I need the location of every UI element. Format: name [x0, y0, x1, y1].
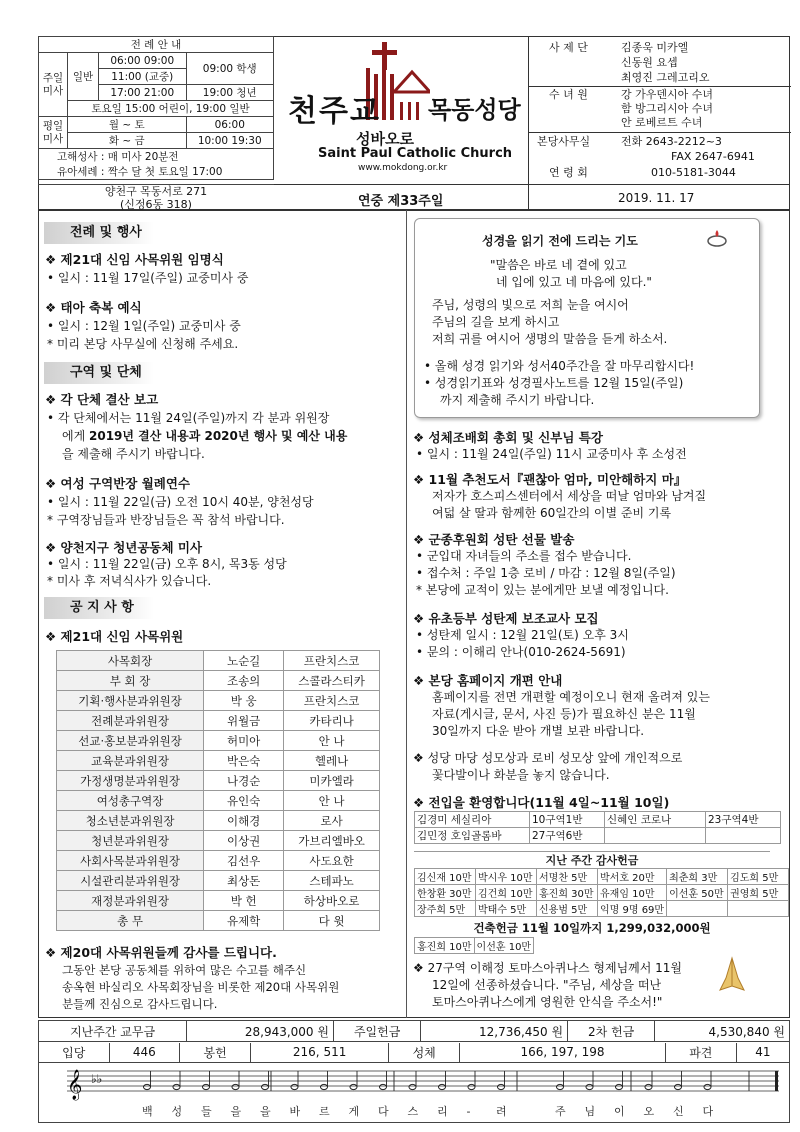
hymn-number: 216, 511 — [251, 1043, 389, 1062]
section-liturgy-events: 전례 및 행사 — [44, 222, 154, 244]
hymn-staff — [38, 1063, 790, 1123]
music-note — [350, 1084, 357, 1089]
thanks-offering-title: 지난 주간 감사헌금 — [414, 851, 770, 868]
music-staff — [39, 1063, 789, 1123]
liturgical-day: 연중 제33주일 — [358, 194, 444, 209]
lyric-syllable: 다 — [378, 1105, 389, 1118]
youth-mass-note: * 미사 후 저녁식사가 있습니다. — [47, 574, 212, 588]
church-english-name: Saint Paul Catholic Church — [318, 146, 513, 161]
thanks-offering-table — [414, 868, 789, 917]
date-divider — [528, 184, 529, 210]
sunday-times-2: 11:00 (교중) — [99, 69, 187, 85]
hymn-number: 41 — [755, 1045, 771, 1059]
offering-label: 2차 헌금 — [568, 1021, 655, 1042]
committee-baptismal-name: 로사 — [284, 811, 380, 831]
committee-baptismal-name: 스콜라스티카 — [284, 671, 380, 691]
thanks-offering-cell: 서명찬 5만 — [537, 869, 598, 885]
committee-row — [57, 811, 380, 831]
prayer-quote-2: 네 입에 있고 네 마음에 있다." — [496, 275, 652, 289]
lyric-syllable: 님 — [584, 1105, 596, 1118]
committee-role: 총 무 — [57, 911, 204, 931]
address-line-1: 양천구 목동서로 271 — [104, 185, 208, 198]
music-note — [616, 1084, 623, 1089]
patron-name: 성바오로 — [356, 130, 414, 148]
key-signature-icon: ♭♭ — [91, 1072, 103, 1086]
thanks-offering-row — [415, 869, 789, 885]
music-note — [439, 1084, 446, 1089]
music-note — [262, 1084, 269, 1089]
committee-role: 선교·홍보분과위원장 — [57, 731, 204, 751]
offering-amount: 4,530,840 원 — [655, 1021, 790, 1042]
pastor-name-3: 최영진 그레고리오 — [621, 71, 710, 84]
thanks-committee-line-3: 분들께 진심으로 감사드립니다. — [62, 997, 218, 1011]
bulletin-date: 2019. 11. 17 — [618, 191, 695, 205]
adoration-title: ❖ 성체조배회 총회 및 신부님 특강 — [413, 430, 603, 445]
music-note — [203, 1084, 210, 1089]
committee-baptismal-name: 카타리나 — [284, 711, 380, 731]
address-line-2: (신정6동 318) — [120, 198, 192, 211]
fetal-blessing-title: ❖ 태아 축복 예식 — [45, 300, 142, 315]
weekday-mass-label: 평일 미사 — [39, 117, 68, 149]
lyric-syllable: 오 — [643, 1105, 655, 1118]
bible-reading-note-1: • 올해 성경 읽기와 성서40주간을 잘 마무리합시다! — [424, 359, 695, 373]
music-note — [704, 1084, 711, 1089]
appointment-date: • 일시 : 11월 17일(주일) 교중미사 중 — [47, 271, 249, 285]
thanks-committee-title: ❖ 제20대 사목위원들께 감사를 드립니다. — [45, 945, 277, 960]
weekday-row2-time: 10:00 19:30 — [186, 133, 274, 149]
committee-row — [57, 731, 380, 751]
appointment-title: ❖ 제21대 신임 사목위원 임명식 — [45, 252, 224, 267]
lyric-syllable: 들 — [201, 1105, 212, 1118]
music-note — [557, 1084, 564, 1089]
leader-training-title: ❖ 여성 구역반장 월례연수 — [45, 476, 191, 491]
lyric-syllable: 려 — [496, 1105, 507, 1118]
thanks-offering-cell: 홍진희 30만 — [537, 885, 598, 901]
military-gift-1: • 군입대 자녀들의 주소를 접수 받습니다. — [416, 549, 632, 563]
committee-role: 전례분과위원장 — [57, 711, 204, 731]
lyric-syllable: - — [466, 1105, 471, 1118]
offering-amount: 28,943,000 원 — [187, 1021, 334, 1042]
committee-row — [57, 691, 380, 711]
bible-reading-note-2: • 성경읽기표와 성경필사노트를 12월 15일(주일) — [424, 376, 684, 390]
music-note — [232, 1084, 239, 1089]
lyric-syllable: 다 — [702, 1105, 714, 1118]
committee-role: 시설관리분과위원장 — [57, 871, 204, 891]
committee-role: 청소년분과위원장 — [57, 811, 204, 831]
committee-name: 김선우 — [204, 851, 284, 871]
sister-label: 수 녀 원 — [549, 88, 588, 101]
committee-row — [57, 711, 380, 731]
offering-amount: 12,736,450 원 — [421, 1021, 568, 1042]
committee-name: 노순길 — [204, 651, 284, 671]
thanks-offering-cell: 익명 9명 69만 — [598, 901, 667, 917]
weekday-row1-days: 월 ~ 토 — [68, 117, 187, 133]
flowers-note-2: 꽃다발이나 화분을 놓지 않습니다. — [432, 768, 610, 782]
fetal-blessing-date: • 일시 : 12월 1일(주일) 교중미사 중 — [47, 319, 241, 333]
welcome-cell: 23구역4반 — [706, 812, 781, 828]
welcome-row — [415, 812, 781, 828]
music-note — [586, 1084, 593, 1089]
prayer-text-2: 주님의 길을 보게 하시고 — [432, 315, 560, 329]
committee-row — [57, 771, 380, 791]
confession-info: 고해성사 : 매 미사 20분전 — [39, 149, 274, 165]
welcome-title: ❖ 전입을 환영합니다(11월 4일~11월 10일) — [413, 795, 670, 810]
committee-row — [57, 891, 380, 911]
music-note — [468, 1084, 475, 1089]
infant-baptism-info: 유아세례 : 짝수 달 첫 토요일 17:00 — [39, 164, 274, 180]
committee-role: 사목회장 — [57, 651, 204, 671]
military-gift-2: • 접수처 : 주일 1층 로비 / 마감 : 12월 8일(주일) — [416, 566, 676, 580]
book-desc-1: 저자가 호스피스센터에서 세상을 떠날 엄마와 남겨질 — [432, 489, 707, 503]
address-block — [38, 184, 274, 211]
lyric-syllable: 신 — [673, 1105, 684, 1118]
offering-label: 주일헌금 — [333, 1021, 420, 1042]
flowers-note-1: ❖ 성당 마당 성모상과 로비 성모상 앞에 개인적으로 — [413, 751, 683, 765]
column-divider — [406, 210, 407, 1018]
thanks-offering-cell: 최춘희 3만 — [667, 869, 728, 885]
lyric-syllable: 을 — [230, 1105, 242, 1118]
sister-name-2: 함 방그리시아 수녀 — [621, 102, 714, 115]
committee-role: 재정분과위원장 — [57, 891, 204, 911]
youth-mass-date: • 일시 : 11월 22일(금) 오후 8시, 목3동 성당 — [47, 557, 287, 571]
obituary-3: 토마스아퀴나스에게 영원한 안식을 주소서!" — [432, 995, 663, 1009]
lyric-syllable: 백 — [142, 1105, 153, 1118]
committee-role: 부 회 장 — [57, 671, 204, 691]
book-desc-2: 여덟 살 딸과 함께한 60일간의 이별 준비 기록 — [432, 506, 672, 520]
adoration-date: • 일시 : 11월 24일(주일) 11시 교중미사 후 소성전 — [416, 447, 687, 461]
office-phone: 전화 2643-2212~3 — [621, 135, 722, 148]
sunday-general-tag: 일반 — [68, 53, 99, 101]
church-website: www.mokdong.or.kr — [358, 163, 448, 173]
committee-row — [57, 791, 380, 811]
hymn-number: 446 — [109, 1043, 180, 1062]
homepage-3: 30일까지 다운 받아 개별 보관 바랍니다. — [432, 724, 645, 738]
committee-name: 박 헌 — [204, 891, 284, 911]
prayer-text-3: 저희 귀를 여시어 생명의 말씀을 듣게 하소서. — [432, 332, 668, 346]
date-row — [274, 184, 790, 211]
thanks-offering-cell: 김신재 10만 — [415, 869, 476, 885]
prayer-quote-1: "말씀은 바로 네 곁에 있고 — [490, 258, 627, 272]
welcome-table — [414, 811, 781, 844]
pastor-name-2: 신동원 요셉 — [621, 56, 678, 69]
hymn-number: 166, 197, 198 — [460, 1043, 665, 1062]
sunday-student-time: 09:00 학생 — [186, 53, 274, 85]
welcome-cell: 10구역1반 — [530, 812, 605, 828]
committee-name: 최상돈 — [204, 871, 284, 891]
committee-role: 교육분과위원장 — [57, 751, 204, 771]
committee-row — [57, 911, 380, 931]
thanks-offering-cell: 김건희 10만 — [476, 885, 537, 901]
committee-name: 위월금 — [204, 711, 284, 731]
thanks-committee-line-1: 그동안 본당 공동체를 위하여 많은 수고를 해주신 — [62, 963, 307, 977]
music-note — [380, 1084, 387, 1089]
music-note — [144, 1084, 151, 1089]
welcome-cell: 27구역6반 — [530, 828, 605, 844]
funeral-contact-phone: 010-5181-3044 — [651, 166, 736, 179]
music-note — [645, 1084, 652, 1089]
welcome-cell — [706, 828, 781, 844]
section-district-groups: 구역 및 단체 — [44, 362, 154, 384]
committee-baptismal-name: 하상바오로 — [284, 891, 380, 911]
thanks-offering-cell: 한창환 30만 — [415, 885, 476, 901]
prayer-text-1: 주님, 성령의 빛으로 저희 눈을 여시어 — [432, 298, 629, 312]
committee-table — [56, 650, 380, 931]
offering-label: 지난주간 교무금 — [39, 1021, 187, 1042]
music-note — [291, 1084, 298, 1089]
lyric-syllable: 르 — [319, 1105, 330, 1118]
obituary-1: ❖ 27구역 이해정 토마스아퀴나스 형제님께서 11월 — [413, 961, 683, 975]
committee-role: 여성총구역장 — [57, 791, 204, 811]
committee-role: 청년분과위원장 — [57, 831, 204, 851]
thanks-offering-cell: 이선훈 50만 — [667, 885, 728, 901]
pastor-label: 사 제 단 — [549, 41, 588, 54]
weekday-row1-time: 06:00 — [186, 117, 274, 133]
settlement-line-2: 에게 2019년 결산 내용과 2020년 행사 및 예산 내용 — [62, 429, 348, 443]
office-fax: FAX 2647-6941 — [671, 150, 755, 163]
sister-name-3: 안 로베르트 수녀 — [621, 116, 703, 129]
settlement-line-3: 을 제출해 주시기 바랍니다. — [62, 447, 205, 461]
thanks-offering-cell: 신용범 5만 — [537, 901, 598, 917]
sister-block — [528, 86, 791, 133]
committee-row — [57, 671, 380, 691]
welcome-cell: 김경미 세실리아 — [415, 812, 530, 828]
thanks-offering-cell — [667, 901, 728, 917]
welcome-cell — [605, 828, 706, 844]
lyric-syllable: 이 — [614, 1105, 625, 1118]
lyric-syllable: 주 — [555, 1105, 566, 1118]
lyric-syllable: 게 — [348, 1105, 360, 1118]
lyric-syllable: 성 — [171, 1105, 183, 1118]
music-note — [498, 1084, 505, 1089]
new-committee-title: ❖ 제21대 신임 사목위원 — [45, 629, 184, 644]
pastor-block — [528, 36, 791, 87]
youth-mass-title: ❖ 양천지구 청년공동체 미사 — [45, 540, 203, 555]
parish-name-right: 목동성당 — [428, 96, 521, 124]
committee-name: 허미아 — [204, 731, 284, 751]
hymn-label: 파견 — [665, 1043, 736, 1062]
hymn-label: 입당 — [39, 1043, 109, 1062]
thanks-offering-cell: 박태수 5만 — [476, 901, 537, 917]
office-block — [528, 132, 791, 184]
committee-baptismal-name: 스테파노 — [284, 871, 380, 891]
music-note — [173, 1084, 180, 1089]
committee-baptismal-name: 사도요한 — [284, 851, 380, 871]
settlement-line-1: • 각 단체에서는 11월 24일(주일)까지 각 분과 위원장 — [47, 411, 330, 425]
leader-training-note: * 구역장님들과 반장님들은 꼭 참석 바랍니다. — [47, 513, 285, 527]
music-note — [321, 1084, 328, 1089]
committee-role: 사회사목분과위원장 — [57, 851, 204, 871]
thanks-committee-line-2: 송옥현 바실리오 사목회장님을 비롯한 제20대 사목위원 — [62, 980, 340, 994]
homepage-1: 홈페이지를 전면 개편할 예정이오니 현재 올려져 있는 — [432, 690, 710, 704]
lyric-syllable: 스 — [407, 1105, 419, 1118]
thanks-offering-cell: 권영희 5만 — [728, 885, 789, 901]
teacher-recruit-1: • 성탄제 일시 : 12월 21일(토) 오후 3시 — [416, 628, 629, 642]
weekday-row2-days: 화 ~ 금 — [68, 133, 187, 149]
section-notices: 공 지 사 항 — [44, 597, 154, 619]
welcome-cell: 김민정 호임골롬바 — [415, 828, 530, 844]
committee-name: 유제학 — [204, 911, 284, 931]
committee-name: 나경순 — [204, 771, 284, 791]
teacher-recruit-2: • 문의 : 이해리 안나(010-2624-5691) — [416, 645, 626, 659]
obituary-2: 12일에 선종하셨습니다. "주님, 세상을 떠난 — [432, 978, 662, 992]
committee-name: 박 웅 — [204, 691, 284, 711]
office-label: 본당사무실 — [537, 135, 591, 148]
committee-baptismal-name: 가브리엘바오 — [284, 831, 380, 851]
sunday-youth-time: 19:00 청년 — [186, 85, 274, 101]
thanks-offering-cell — [728, 901, 789, 917]
committee-name: 박은숙 — [204, 751, 284, 771]
building-fund-cell: 이선훈 10만 — [474, 938, 534, 954]
committee-baptismal-name: 안 나 — [284, 791, 380, 811]
sister-name-1: 강 가우덴시아 수녀 — [621, 88, 714, 101]
sunday-times-1: 06:00 09:00 — [99, 53, 187, 69]
committee-row — [57, 831, 380, 851]
building-fund-cell: 홍진희 10만 — [415, 938, 475, 954]
thanks-offering-cell: 김도희 5만 — [728, 869, 789, 885]
lyric-syllable: 을 — [260, 1105, 271, 1118]
settlement-title: ❖ 각 단체 결산 보고 — [45, 392, 159, 407]
hymn-label: 봉헌 — [180, 1043, 251, 1062]
leader-training-date: • 일시 : 11월 22일(금) 오전 10시 40분, 양천성당 — [47, 495, 314, 509]
committee-baptismal-name: 프란치스코 — [284, 651, 380, 671]
thanks-offering-cell: 유재임 10만 — [598, 885, 667, 901]
music-note — [675, 1084, 682, 1089]
mass-guide-title: 전 례 안 내 — [39, 37, 274, 53]
committee-name: 유인숙 — [204, 791, 284, 811]
committee-baptismal-name: 안 나 — [284, 731, 380, 751]
treble-clef-icon: 𝄞 — [67, 1070, 83, 1100]
funeral-contact-label: 연 령 회 — [549, 166, 588, 179]
committee-baptismal-name: 프란치스코 — [284, 691, 380, 711]
lyric-syllable: 리 — [437, 1105, 448, 1118]
committee-row — [57, 751, 380, 771]
committee-baptismal-name: 다 윗 — [284, 911, 380, 931]
book-title: ❖ 11월 추천도서『괜찮아 엄마, 미안해하지 마』 — [413, 472, 687, 487]
thanks-offering-row — [415, 885, 789, 901]
lyric-syllable: 바 — [289, 1105, 301, 1118]
homepage-title: ❖ 본당 홈페이지 개편 안내 — [413, 673, 563, 688]
music-note — [409, 1084, 416, 1089]
welcome-row — [415, 828, 781, 844]
prayer-title: 성경을 읽기 전에 드리는 기도 — [482, 234, 638, 248]
bible-reading-note-3: 까지 제출해 주시기 바랍니다. — [440, 393, 595, 407]
saturday-mass-line: 토요일 15:00 어린이, 19:00 일반 — [68, 101, 274, 117]
pastor-name-1: 김종욱 미카엘 — [621, 41, 689, 54]
military-gift-3: * 본당에 교적이 있는 분에게만 보낼 예정입니다. — [416, 583, 669, 597]
hymn-numbers-cell — [39, 1042, 790, 1063]
thanks-offering-row — [415, 901, 789, 917]
parish-name-left: 천주교 — [288, 94, 381, 129]
praying-hands-icon — [712, 956, 752, 1000]
committee-name: 조송의 — [204, 671, 284, 691]
thanks-offering-cell: 장주희 5만 — [415, 901, 476, 917]
thanks-offering-cell: 박서호 20만 — [598, 869, 667, 885]
committee-name: 이해경 — [204, 811, 284, 831]
teacher-recruit-title: ❖ 유초등부 성탄제 보조교사 모집 — [413, 611, 599, 626]
thanks-offering-cell: 박시우 10만 — [476, 869, 537, 885]
offering-summary-table — [38, 1020, 790, 1063]
sunday-times-3: 17:00 21:00 — [99, 85, 187, 101]
committee-role: 가정생명분과위원장 — [57, 771, 204, 791]
fetal-blessing-note: * 미리 본당 사무실에 신청해 주세요. — [47, 337, 239, 351]
committee-row — [57, 651, 380, 671]
sunday-mass-label: 주일 미사 — [39, 53, 68, 117]
military-gift-title: ❖ 군종후원회 성탄 선물 발송 — [413, 532, 575, 547]
building-fund-title: 건축헌금 11월 10일까지 1,299,032,000원 — [473, 921, 711, 935]
hymn-label: 성체 — [389, 1043, 460, 1062]
committee-row — [57, 871, 380, 891]
final-bar-line — [775, 1071, 778, 1091]
committee-baptismal-name: 미카엘라 — [284, 771, 380, 791]
committee-name: 이상권 — [204, 831, 284, 851]
committee-row — [57, 851, 380, 871]
building-fund-table — [414, 937, 534, 954]
mass-schedule-table — [38, 36, 274, 180]
welcome-cell: 신혜인 코로나 — [605, 812, 706, 828]
committee-baptismal-name: 헬레나 — [284, 751, 380, 771]
committee-role: 기획·행사분과위원장 — [57, 691, 204, 711]
candle-icon — [706, 226, 728, 252]
homepage-2: 자료(게시글, 문서, 사진 등)가 필요하신 분은 11월 — [432, 707, 696, 721]
